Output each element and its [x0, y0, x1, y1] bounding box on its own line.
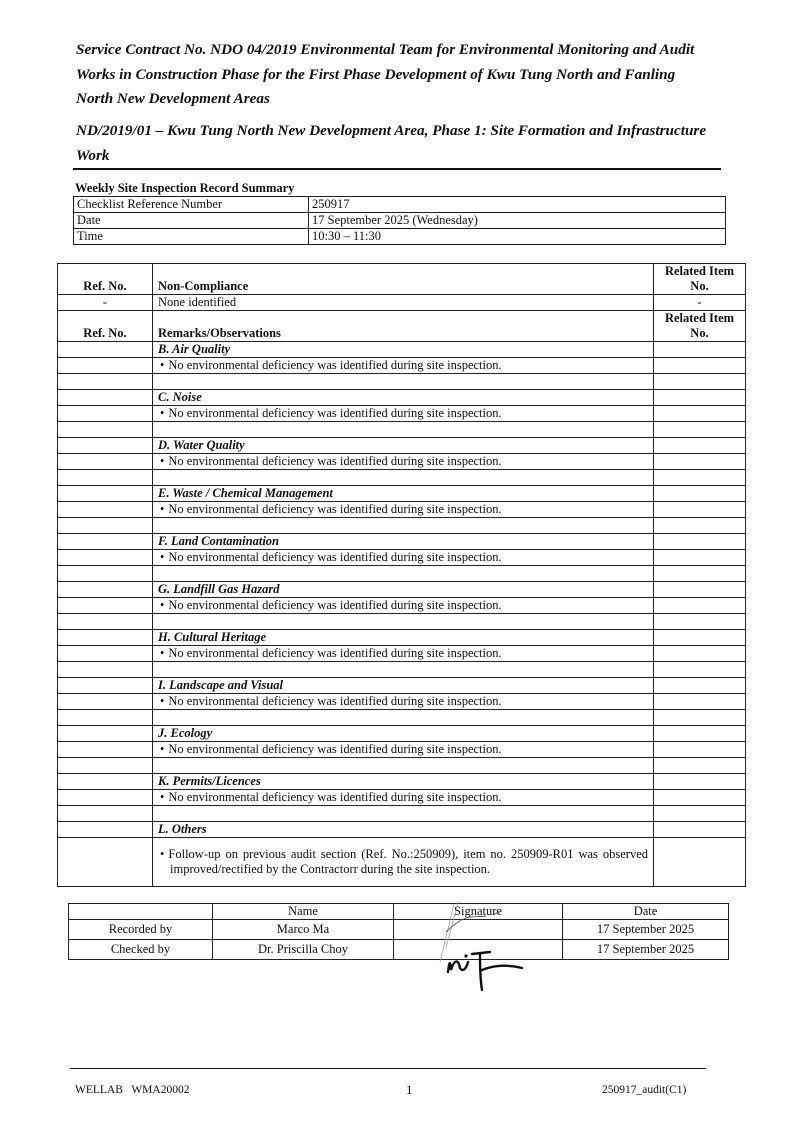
observation-cell — [153, 646, 654, 662]
summary-value: 17 September 2025 (Wednesday) — [309, 213, 726, 229]
footer-company-code: WELLAB WMA20002 — [75, 1084, 190, 1096]
observation-cell — [153, 454, 654, 470]
ref-no-cell — [58, 838, 153, 887]
date-cell: 17 September 2025 — [563, 940, 729, 960]
observation-row — [58, 550, 746, 566]
ref-no-cell — [58, 598, 153, 614]
observation-text-content: No environmental deficiency was identified during site inspection. — [168, 406, 502, 420]
category-title-row — [58, 774, 746, 790]
bullet-icon: • — [160, 598, 165, 612]
category-title: C. Noise — [153, 390, 654, 406]
category-title: L. Others — [153, 822, 654, 838]
related-item-cell — [654, 678, 746, 694]
ref-no-cell — [58, 662, 153, 678]
summary-label: Date — [74, 213, 309, 229]
category-title-row — [58, 342, 746, 358]
noncompliance-row — [58, 295, 746, 311]
blank-row — [58, 758, 746, 774]
ref-no-cell — [58, 678, 153, 694]
ref-no-cell — [58, 422, 153, 438]
related-item-cell — [654, 422, 746, 438]
category-title: G. Landfill Gas Hazard — [153, 582, 654, 598]
related-item-cell — [654, 374, 746, 390]
observation-row — [58, 406, 746, 422]
related-item-cell — [654, 358, 746, 374]
ref-no-cell — [58, 550, 153, 566]
observation-cell — [153, 614, 654, 630]
related-item-cell — [654, 758, 746, 774]
blank-row — [58, 518, 746, 534]
related-item-header: Related Item No. — [654, 311, 746, 342]
related-item-cell — [654, 806, 746, 822]
summary-table — [73, 196, 726, 245]
ref-no-cell — [58, 518, 153, 534]
observation-cell — [153, 758, 654, 774]
related-item-cell — [654, 390, 746, 406]
observation-row — [58, 502, 746, 518]
date-header: Date — [563, 904, 729, 920]
bullet-icon: • — [160, 646, 165, 660]
related-item-header: Related Item No. — [654, 264, 746, 295]
related-item-cell — [654, 662, 746, 678]
header-divider — [73, 168, 721, 170]
related-item-cell — [654, 822, 746, 838]
ref-no-cell — [58, 646, 153, 662]
observation-cell — [153, 790, 654, 806]
role-cell: Recorded by — [69, 920, 213, 940]
category-title-row — [58, 678, 746, 694]
noncompliance-header-row — [58, 264, 746, 295]
signoff-header-row — [69, 904, 729, 920]
summary-value: 10:30 – 11:30 — [309, 229, 726, 245]
remarks-header: Remarks/Observations — [153, 311, 654, 342]
page-number: 1 — [406, 1082, 413, 1097]
ref-no-cell — [58, 534, 153, 550]
observation-cell — [153, 550, 654, 566]
role-cell: Checked by — [69, 940, 213, 960]
category-title-row — [58, 390, 746, 406]
related-item-cell — [654, 710, 746, 726]
category-title: F. Land Contamination — [153, 534, 654, 550]
category-title: H. Cultural Heritage — [153, 630, 654, 646]
observation-row — [58, 790, 746, 806]
summary-heading: Weekly Site Inspection Record Summary — [75, 181, 295, 195]
observation-text-content: No environmental deficiency was identified during site inspection. — [168, 358, 502, 372]
ref-no-cell — [58, 694, 153, 710]
observation-text — [158, 646, 648, 661]
summary-row — [74, 213, 726, 229]
related-item-cell — [654, 790, 746, 806]
category-title: J. Ecology — [153, 726, 654, 742]
summary-row — [74, 229, 726, 245]
observation-text-content: No environmental deficiency was identified during site inspection. — [168, 502, 502, 516]
observation-row — [58, 454, 746, 470]
observation-cell — [153, 662, 654, 678]
project-subtitle: ND/2019/01 – Kwu Tung North New Development Area, Phase 1: Site Formation and Infrastructure Work — [76, 122, 707, 164]
bullet-icon: • — [160, 742, 165, 756]
role-header — [69, 904, 213, 920]
observation-row — [58, 646, 746, 662]
category-title: K. Permits/Licences — [153, 774, 654, 790]
blank-row — [58, 806, 746, 822]
category-title: I. Landscape and Visual — [153, 678, 654, 694]
related-item-cell — [654, 630, 746, 646]
observation-cell — [153, 710, 654, 726]
bullet-icon: • — [160, 454, 165, 468]
category-title-row — [58, 582, 746, 598]
ref-no-cell — [58, 774, 153, 790]
blank-row — [58, 710, 746, 726]
observation-row — [58, 838, 746, 887]
ref-no-header: Ref. No. — [58, 311, 153, 342]
bullet-icon: • — [160, 847, 165, 861]
category-title-row — [58, 630, 746, 646]
related-item-cell — [654, 582, 746, 598]
observation-text — [158, 790, 648, 805]
observation-text-content: No environmental deficiency was identified during site inspection. — [168, 550, 502, 564]
observation-cell — [153, 374, 654, 390]
summary-label: Checklist Reference Number — [74, 197, 309, 213]
category-title-row — [58, 438, 746, 454]
blank-row — [58, 374, 746, 390]
ref-no-cell — [58, 438, 153, 454]
category-title: E. Waste / Chemical Management — [153, 486, 654, 502]
observation-row — [58, 358, 746, 374]
blank-row — [58, 614, 746, 630]
observation-text-content: No environmental deficiency was identified during site inspection. — [168, 694, 502, 708]
observation-text — [158, 742, 648, 757]
ref-no-cell — [58, 630, 153, 646]
ref-no-cell — [58, 486, 153, 502]
summary-value: 250917 — [309, 197, 726, 213]
observation-cell — [153, 518, 654, 534]
related-item-cell — [654, 550, 746, 566]
observation-row — [58, 742, 746, 758]
ref-no-cell — [58, 710, 153, 726]
ref-no-cell — [58, 566, 153, 582]
related-item-cell — [654, 534, 746, 550]
signature-cell — [394, 940, 563, 960]
related-item-cell — [654, 726, 746, 742]
related-item-cell — [654, 742, 746, 758]
ref-no-header: Ref. No. — [58, 264, 153, 295]
ref-no-cell — [58, 742, 153, 758]
category-title-row — [58, 822, 746, 838]
observation-cell — [153, 422, 654, 438]
related-item-cell — [654, 694, 746, 710]
related-item-cell — [654, 518, 746, 534]
ref-no-cell — [58, 406, 153, 422]
observation-cell — [153, 502, 654, 518]
signature-header: Signature — [394, 904, 563, 920]
related-item-cell — [654, 470, 746, 486]
bullet-icon: • — [160, 358, 165, 372]
related-item-cell — [654, 614, 746, 630]
observation-cell — [153, 470, 654, 486]
ref-no-cell — [58, 790, 153, 806]
signature-cell — [394, 920, 563, 940]
date-cell: 17 September 2025 — [563, 920, 729, 940]
ref-no-cell — [58, 454, 153, 470]
summary-row — [74, 197, 726, 213]
ref-no-cell — [58, 390, 153, 406]
observations-table — [57, 263, 746, 887]
observation-text-content: Follow-up on previous audit section (Ref. No.:250909), item no. 250909-R01 was observed improved/rectified by the Contractorr during the site inspection. — [168, 847, 648, 876]
blank-row — [58, 470, 746, 486]
category-title: B. Air Quality — [153, 342, 654, 358]
related-item-cell — [654, 646, 746, 662]
signoff-table — [68, 903, 729, 960]
ref-no-cell: - — [58, 295, 153, 311]
name-cell: Marco Ma — [213, 920, 394, 940]
ref-no-cell — [58, 470, 153, 486]
ref-no-cell — [58, 358, 153, 374]
blank-row — [58, 662, 746, 678]
ref-no-cell — [58, 342, 153, 358]
category-title: D. Water Quality — [153, 438, 654, 454]
ref-no-cell — [58, 614, 153, 630]
footer-divider — [70, 1068, 706, 1069]
bullet-icon: • — [160, 406, 165, 420]
related-item-cell — [654, 454, 746, 470]
blank-row — [58, 422, 746, 438]
summary-label: Time — [74, 229, 309, 245]
remarks-header-row — [58, 311, 746, 342]
ref-no-cell — [58, 502, 153, 518]
observation-row — [58, 598, 746, 614]
noncompliance-cell: None identified — [153, 295, 654, 311]
bullet-icon: • — [160, 502, 165, 516]
observation-text-content: No environmental deficiency was identified during site inspection. — [168, 646, 502, 660]
observation-text — [158, 550, 648, 565]
observation-text — [158, 358, 648, 373]
observation-cell — [153, 358, 654, 374]
bullet-icon: • — [160, 694, 165, 708]
observation-cell — [153, 566, 654, 582]
ref-no-cell — [58, 822, 153, 838]
observation-text-content: No environmental deficiency was identified during site inspection. — [168, 790, 502, 804]
observation-text-content: No environmental deficiency was identified during site inspection. — [168, 742, 502, 756]
ref-no-cell — [58, 582, 153, 598]
related-item-cell: - — [654, 295, 746, 311]
noncompliance-header: Non-Compliance — [153, 264, 654, 295]
blank-row — [58, 566, 746, 582]
name-cell: Dr. Priscilla Choy — [213, 940, 394, 960]
observation-text-content: No environmental deficiency was identified during site inspection. — [168, 454, 502, 468]
related-item-cell — [654, 838, 746, 887]
ref-no-cell — [58, 806, 153, 822]
related-item-cell — [654, 486, 746, 502]
observation-cell — [153, 694, 654, 710]
bullet-icon: • — [160, 550, 165, 564]
related-item-cell — [654, 438, 746, 454]
related-item-cell — [654, 566, 746, 582]
observation-text-content: No environmental deficiency was identified during site inspection. — [168, 598, 502, 612]
observation-cell — [153, 598, 654, 614]
observation-cell — [153, 742, 654, 758]
category-title-row — [58, 534, 746, 550]
related-item-cell — [654, 406, 746, 422]
related-item-cell — [654, 598, 746, 614]
observation-row — [58, 694, 746, 710]
observation-text — [158, 598, 648, 613]
related-item-cell — [654, 342, 746, 358]
category-title-row — [58, 726, 746, 742]
observation-text — [158, 847, 648, 877]
name-header: Name — [213, 904, 394, 920]
observation-text — [158, 694, 648, 709]
document-title: Service Contract No. NDO 04/2019 Environmental Team for Environmental Monitoring and Audit Works in Construction Phase for the First Phase Development of Kwu Tung North and Fanling North New Development Areas — [76, 41, 695, 107]
observation-cell — [153, 406, 654, 422]
observation-text — [158, 502, 648, 517]
observation-cell — [153, 838, 654, 887]
category-title-row — [58, 486, 746, 502]
bullet-icon: • — [160, 790, 165, 804]
related-item-cell — [654, 502, 746, 518]
observation-text — [158, 454, 648, 469]
footer-document-ref: 250917_audit(C1) — [602, 1084, 687, 1096]
related-item-cell — [654, 774, 746, 790]
signoff-row — [69, 940, 729, 960]
observation-text — [158, 406, 648, 421]
ref-no-cell — [58, 726, 153, 742]
observation-cell — [153, 806, 654, 822]
ref-no-cell — [58, 374, 153, 390]
signoff-row — [69, 920, 729, 940]
ref-no-cell — [58, 758, 153, 774]
